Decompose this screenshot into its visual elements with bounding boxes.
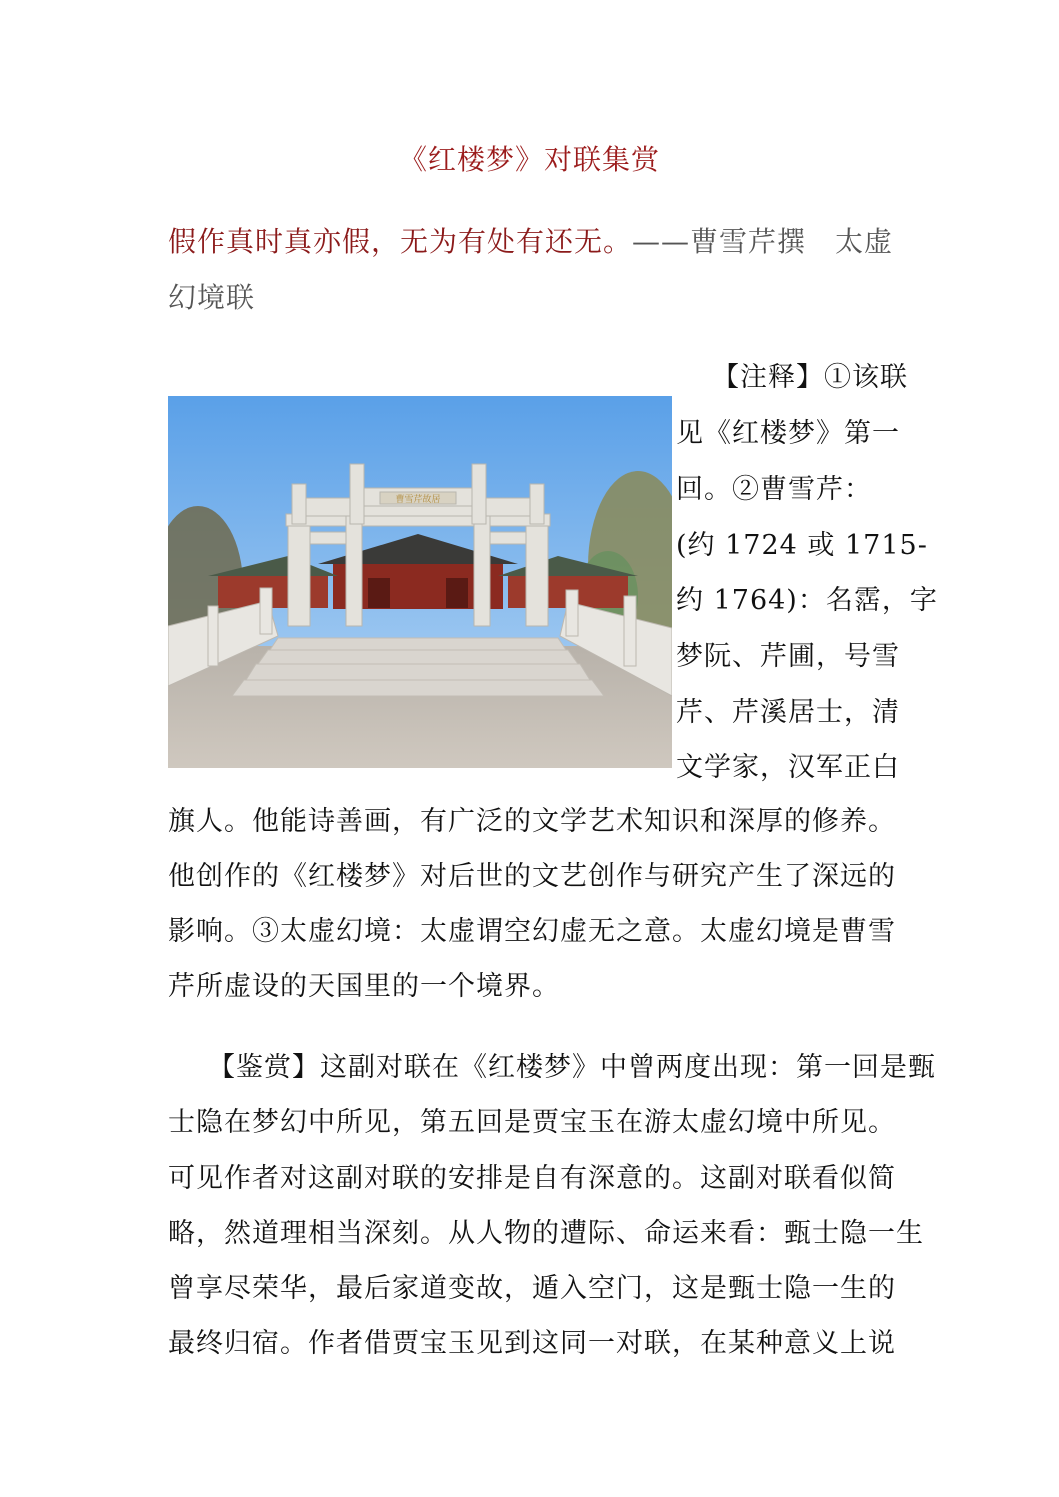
appreciation-line: 可见作者对这副对联的安排是自有深意的。这副对联看似简 — [168, 1163, 896, 1194]
couplet-text: 假作真时真亦假，无为有处有还无。 — [168, 225, 633, 258]
note-line: 芹所虚设的天国里的一个境界。 — [168, 971, 560, 1002]
memorial-gate-photo — [168, 396, 672, 768]
couplet-heading — [168, 214, 898, 326]
appreciation-line: 【鉴赏】这副对联在《红楼梦》中曾两度出现：第一回是甄 — [208, 1052, 936, 1083]
appreciation-line: 士隐在梦幻中所见，第五回是贾宝玉在游太虚幻境中所见。 — [168, 1107, 896, 1138]
stone-stairs — [232, 638, 604, 696]
note-line: 文学家，汉军正白 — [676, 752, 900, 783]
gate-plaque-text: 曹雪芹故居 — [395, 495, 441, 505]
appreciation-line: 略，然道理相当深刻。从人物的遭际、命运来看：甄士隐一生 — [168, 1218, 924, 1249]
page-title: 《红楼梦》对联集赏 — [398, 143, 660, 176]
note-line: 回。②曹雪芹： — [676, 474, 872, 505]
note-line: 影响。③太虚幻境：太虚谓空幻虚无之意。太虚幻境是曹雪 — [168, 916, 896, 947]
appreciation-line: 最终归宿。作者借贾宝玉见到这同一对联，在某种意义上说 — [168, 1328, 896, 1359]
appreciation-line: 曾享尽荣华，最后家道变故，遁入空门，这是甄士隐一生的 — [168, 1273, 896, 1304]
note-line: 他创作的《红楼梦》对后世的文艺创作与研究产生了深远的 — [168, 861, 896, 892]
note-line: 旗人。他能诗善画，有广泛的文学艺术知识和深厚的修养。 — [168, 806, 896, 837]
couplet-attribution: ——曹雪芹撰 太虚幻境联 — [168, 225, 894, 314]
note-line: (约 1724 或 1715- — [676, 530, 928, 561]
note-line: 约 1764)：名霑，字 — [676, 585, 938, 616]
note-line: 见《红楼梦》第一 — [676, 418, 900, 449]
note-line: 芹、芹溪居士，清 — [676, 697, 900, 728]
photo-illustration — [168, 396, 672, 768]
note-line: 【注释】①该联 — [712, 362, 908, 393]
note-line: 梦阮、芹圃，号雪 — [676, 641, 900, 672]
